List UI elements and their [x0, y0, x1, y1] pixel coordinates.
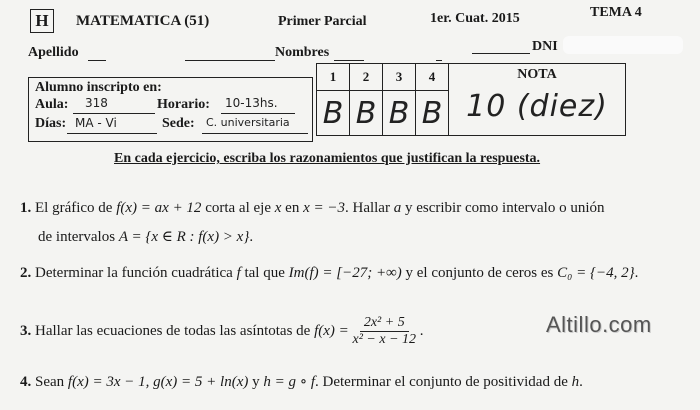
- dni-redaction: [563, 36, 683, 54]
- grade-header-1: 1: [317, 64, 350, 91]
- ex1-function: f(x) = ax + 12: [116, 200, 202, 216]
- grade-header-2: 2: [350, 64, 383, 91]
- ex4-text-b: . Determinar el conjunto de positividad de: [315, 374, 568, 390]
- ex1-text-c: en: [285, 200, 300, 216]
- exam-term: 1er. Cuat. 2015: [430, 11, 520, 26]
- student-info-box: [28, 77, 313, 142]
- exercise-1-line-1: [20, 200, 605, 217]
- grades-table: [316, 63, 626, 136]
- horario-value: 10-13hs.: [225, 96, 278, 110]
- nota-label: NOTA: [517, 67, 557, 82]
- exam-name: Primer Parcial: [278, 14, 367, 29]
- exercise-3-number: 3.: [20, 323, 32, 339]
- dias-line: [67, 133, 157, 134]
- grade-value-4: B: [416, 91, 449, 136]
- ex2-end: .: [634, 265, 639, 281]
- grade-value-2: B: [350, 91, 383, 136]
- exercise-4: [20, 372, 583, 391]
- sede-line: [202, 133, 308, 134]
- nombres-line-b: [436, 60, 442, 61]
- aula-line: [73, 113, 155, 114]
- instruction-text: En cada ejercicio, escriba los razonamientos que justifican la respuesta.: [114, 151, 541, 166]
- sede-value: C. universitaria: [206, 116, 290, 129]
- ex4-y: y: [252, 374, 260, 390]
- dias-label: Días:: [35, 116, 67, 131]
- ex4-end: .: [579, 374, 583, 390]
- exercise-1-line-2: [38, 227, 253, 246]
- ex4-f: f(x) = 3x − 1,: [67, 374, 150, 390]
- ex3-fx: f(x) =: [314, 323, 349, 339]
- exercise-2-number: 2.: [20, 265, 32, 281]
- ex2-image: Im(f) = [−27; +∞): [288, 265, 402, 281]
- dias-value: MA - Vi: [75, 116, 117, 130]
- dni-label: DNI: [532, 39, 558, 54]
- subject-title: MATEMATICA (51): [76, 13, 210, 29]
- ex1-end: .: [249, 229, 254, 245]
- ex3-numerator: 2x² + 5: [360, 315, 409, 332]
- ex2-text-c: y el conjunto de ceros es: [405, 265, 554, 281]
- nota-cell: [449, 64, 626, 136]
- nombres-line: [334, 60, 364, 61]
- ex1-line2-text: de intervalos: [38, 229, 116, 245]
- ex1-a-var: a: [393, 200, 402, 216]
- grade-header-4: 4: [416, 64, 449, 91]
- tema-label: TEMA 4: [590, 5, 642, 20]
- nombres-label: Nombres: [275, 45, 330, 60]
- altillo-watermark: Altillo.com: [546, 312, 652, 337]
- sede-label: Sede:: [162, 116, 195, 131]
- horario-label: Horario:: [157, 97, 210, 112]
- ex2-f: f: [236, 265, 241, 281]
- ex1-text-a: El gráfico de: [35, 200, 113, 216]
- exercise-4-number: 4.: [20, 374, 32, 390]
- ex3-end: .: [419, 323, 424, 339]
- ex1-text-d: . Hallar: [344, 200, 390, 216]
- inscripto-label: Alumno inscripto en:: [35, 80, 162, 95]
- grade-value-3: B: [383, 91, 416, 136]
- dni-line-pre: [472, 53, 530, 54]
- horario-line: [221, 113, 295, 114]
- exercise-2: [20, 265, 638, 282]
- grade-header-3: 3: [383, 64, 416, 91]
- ex3-text-a: Hallar las ecuaciones de todas las asíntotas de: [35, 323, 311, 339]
- grade-value-1: B: [317, 91, 350, 136]
- ex2-text-a: Determinar la función cuadrática: [35, 265, 233, 281]
- ex1-xvalue: x = −3: [303, 200, 345, 216]
- ex4-hvar: h: [571, 374, 580, 390]
- apellido-label: Apellido: [28, 45, 79, 60]
- ex4-g: g(x) = 5 + ln(x): [153, 374, 249, 390]
- nota-value: 10 (diez): [466, 89, 608, 124]
- apellido-line-b: [185, 60, 275, 61]
- ex2-zeros: C₀ = {−4, 2}: [557, 265, 635, 281]
- exercise-3: [20, 315, 424, 348]
- ex3-fraction: [353, 315, 417, 348]
- ex4-h: h = g ∘ f: [263, 374, 316, 390]
- version-letter-box: H: [30, 9, 54, 33]
- apellido-line-a: [88, 60, 106, 61]
- aula-value: 318: [85, 96, 108, 110]
- exercise-1-number: 1.: [20, 200, 32, 216]
- ex2-text-b: tal que: [244, 265, 285, 281]
- ex1-text-e: y escribir como intervalo o unión: [404, 200, 605, 216]
- ex1-text-b: corta al eje: [205, 200, 271, 216]
- ex1-axis: x: [274, 200, 282, 216]
- ex4-text-a: Sean: [35, 374, 65, 390]
- aula-label: Aula:: [35, 97, 69, 112]
- ex3-denominator: x² − x − 12: [352, 332, 417, 347]
- ex1-set: A = {x ∈ R : f(x) > x}: [118, 229, 250, 245]
